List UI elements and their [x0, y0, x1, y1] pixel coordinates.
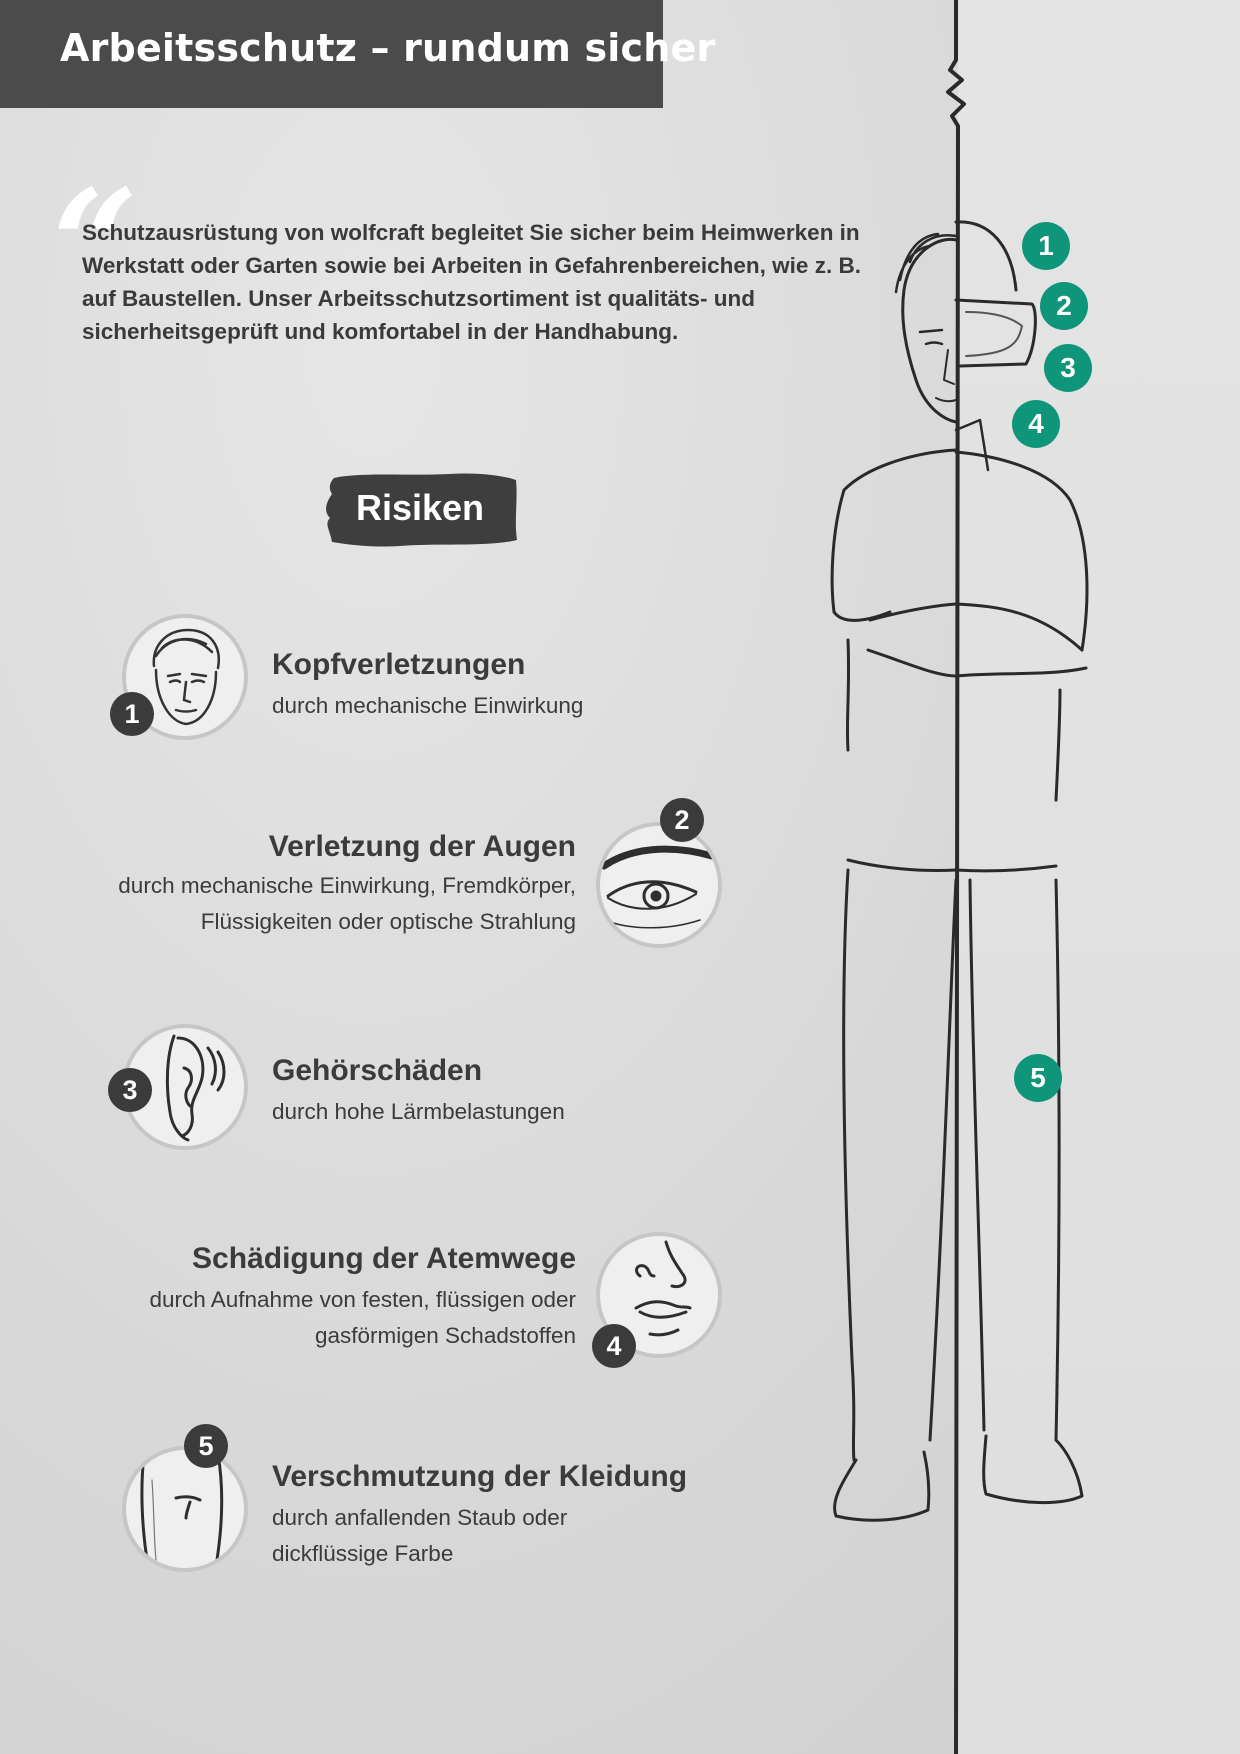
marker-4: 4: [1012, 400, 1060, 448]
risk-3-title: Gehörschäden: [272, 1054, 483, 1087]
worker-figure-sketch: [760, 0, 1180, 1754]
marker-1: 1: [1022, 222, 1070, 270]
clothing-sketch-icon: [126, 1450, 244, 1568]
risk-3-number: 3: [108, 1068, 152, 1112]
risk-4-desc: durch Aufnahme von festen, flüssigen oder gasförmigen Schadstoffen: [149, 1287, 576, 1348]
section-label-text: Risiken: [355, 487, 485, 528]
risk-2-desc: durch mechanische Einwirkung, Fremdkörper, Flüssigkeiten oder optische Strahlung: [118, 873, 576, 934]
intro-text: Schutzausrüstung von wolfcraft begleitet Sie sicher beim Heimwerken in Werkstatt oder Garten sowie bei Arbeiten in Gefahrenbereichen, wie z. B. auf Baustellen. Unser Arbeitsschutzsortiment ist qualitäts- und sicherheitsgeprüft und komfortabel in der Handhabung.: [82, 220, 861, 344]
risk-1-desc: durch mechanische Einwirkung: [272, 693, 584, 718]
marker-5: 5: [1014, 1054, 1062, 1102]
risk-2-image: [596, 822, 722, 948]
risk-1-title: Kopfverletzungen: [272, 648, 526, 681]
eye-sketch-icon: [600, 826, 718, 944]
risk-4-title: Schädigung der Atemwege: [192, 1242, 576, 1275]
risk-3-desc: durch hohe Lärmbelastungen: [272, 1099, 565, 1124]
section-label: [320, 470, 520, 550]
quote-mark-icon: “: [52, 157, 139, 333]
header-banner: [0, 0, 716, 108]
marker-3: 3: [1044, 344, 1092, 392]
risk-5-desc: durch anfallenden Staub oder dickflüssige Farbe: [272, 1505, 568, 1566]
risk-5-number: 5: [184, 1424, 228, 1468]
risk-1-number: 1: [110, 692, 154, 736]
risk-5-title: Verschmutzung der Kleidung: [272, 1460, 688, 1493]
risk-4-number: 4: [592, 1324, 636, 1368]
page-title: Arbeitsschutz – rundum sicher: [60, 26, 716, 70]
risk-2-number: 2: [660, 798, 704, 842]
marker-2: 2: [1040, 282, 1088, 330]
risk-5-image: [122, 1446, 248, 1572]
risk-2-title: Verletzung der Augen: [268, 830, 576, 863]
